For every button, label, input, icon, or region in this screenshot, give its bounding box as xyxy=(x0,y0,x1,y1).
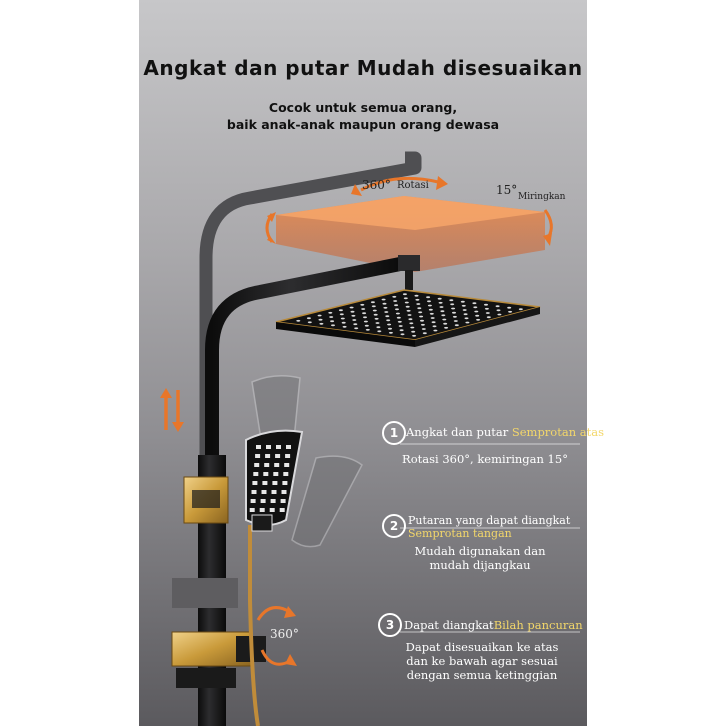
hand-nozzle-dot xyxy=(276,445,281,449)
nozzle-dot xyxy=(339,309,343,311)
mixer-body xyxy=(172,578,238,608)
nozzle-dot xyxy=(354,327,358,329)
nozzle-dot xyxy=(431,317,435,319)
hand-nozzle-dot xyxy=(253,472,258,476)
nozzle-dot xyxy=(473,306,477,308)
nozzle-dot xyxy=(497,314,501,316)
nozzle-dot xyxy=(412,335,416,337)
nozzle-dot xyxy=(432,321,436,323)
feature-1-desc-line: Rotasi 360°, kemiringan 15° xyxy=(402,452,568,466)
nozzle-dot xyxy=(428,305,432,307)
rain-shower-head xyxy=(276,290,540,347)
nozzle-dot xyxy=(433,330,437,332)
nozzle-dot xyxy=(429,309,433,311)
nozzle-dot xyxy=(330,320,334,322)
feature-3-description xyxy=(392,640,572,682)
nozzle-dot xyxy=(472,302,476,304)
nozzle-dot xyxy=(496,305,500,307)
feature-2-desc-line: mudah dijangkau xyxy=(429,558,531,572)
nozzle-dot xyxy=(409,322,413,324)
nozzle-dot xyxy=(365,325,369,327)
nozzle-dot xyxy=(417,307,421,309)
nozzle-dot xyxy=(308,321,312,323)
nozzle-dot xyxy=(519,308,523,310)
hand-nozzle-dot xyxy=(265,454,270,458)
hand-nozzle-dot xyxy=(261,499,266,503)
feature-2-desc-line: Mudah digunakan dan xyxy=(414,544,546,558)
rotation-top-word: Rotasi xyxy=(397,180,429,191)
nozzle-dot xyxy=(405,302,409,304)
nozzle-dot xyxy=(318,315,322,317)
nozzle-dot xyxy=(307,317,311,319)
nozzle-dot xyxy=(408,318,412,320)
nozzle-dot xyxy=(350,307,354,309)
headline: Angkat dan putar Mudah disesuaikan xyxy=(143,56,583,80)
nozzle-dot xyxy=(366,329,370,331)
hand-nozzle-dot xyxy=(282,481,287,485)
hand-nozzle-dot xyxy=(281,499,286,503)
nozzle-dot xyxy=(393,300,397,302)
hand-nozzle-dot xyxy=(266,445,271,449)
nozzle-dot xyxy=(353,323,357,325)
nozzle-dot xyxy=(360,304,364,306)
nozzle-dot xyxy=(376,322,380,324)
hand-nozzle-dot xyxy=(256,445,261,449)
hand-nozzle-dot xyxy=(250,508,255,512)
rotation-bottom-degree: 360° xyxy=(270,627,299,641)
nozzle-dot xyxy=(451,308,455,310)
nozzle-dot xyxy=(440,306,444,308)
nozzle-dot xyxy=(371,301,375,303)
nozzle-dot xyxy=(385,315,389,317)
nozzle-dot xyxy=(351,315,355,317)
hand-nozzle-dot xyxy=(252,481,257,485)
hand-nozzle-dot xyxy=(260,508,265,512)
feature-2-title xyxy=(408,514,570,540)
hand-nozzle-dot xyxy=(272,490,277,494)
nozzle-dot xyxy=(331,324,335,326)
nozzle-dot xyxy=(450,303,454,305)
nozzle-dot xyxy=(416,303,420,305)
nozzle-dot xyxy=(408,314,412,316)
feature-3-desc-line: dengan semua ketinggian xyxy=(406,668,558,682)
nozzle-dot xyxy=(392,296,396,298)
feature-3-desc-line: Dapat disesuaikan ke atas xyxy=(405,640,559,654)
hand-nozzle-dot xyxy=(262,481,267,485)
nozzle-dot xyxy=(410,327,414,329)
nozzle-dot xyxy=(389,332,393,334)
feature-1-highlight: Semprotan atas xyxy=(511,425,605,439)
hand-nozzle-dot xyxy=(263,472,268,476)
feature-2-description xyxy=(400,544,560,572)
nozzle-dot xyxy=(455,324,459,326)
hand-nozzle-dot xyxy=(270,508,275,512)
nozzle-dot xyxy=(400,329,404,331)
nozzle-dot xyxy=(465,322,469,324)
nozzle-dot xyxy=(427,300,431,302)
nozzle-dot xyxy=(441,314,445,316)
rotation-top-degree: 360° xyxy=(362,178,391,192)
nozzle-dot xyxy=(343,326,347,328)
nozzle-dot xyxy=(407,310,411,312)
nozzle-dot xyxy=(449,299,453,301)
nozzle-dot xyxy=(387,324,391,326)
nozzle-dot xyxy=(476,319,480,321)
hand-nozzle-dot xyxy=(282,490,287,494)
nozzle-dot xyxy=(376,326,380,328)
nozzle-dot xyxy=(439,302,443,304)
nozzle-dot xyxy=(364,321,368,323)
feature-3-title xyxy=(404,618,583,632)
feature-1-description xyxy=(400,452,570,466)
nozzle-dot xyxy=(296,320,300,322)
hand-nozzle-dot xyxy=(280,508,285,512)
nozzle-dot xyxy=(373,310,377,312)
nozzle-dot xyxy=(421,324,425,326)
nozzle-dot xyxy=(440,310,444,312)
nozzle-dot xyxy=(374,314,378,316)
nozzle-dot xyxy=(411,331,415,333)
nozzle-dot xyxy=(487,316,491,318)
nozzle-dot xyxy=(438,298,442,300)
ghost-hand-shower-right xyxy=(292,456,362,547)
nozzle-dot xyxy=(442,319,446,321)
nozzle-dot xyxy=(406,306,410,308)
hand-nozzle-dot xyxy=(254,463,259,467)
nozzle-dot xyxy=(329,316,333,318)
nozzle-dot xyxy=(319,319,323,321)
nozzle-dot xyxy=(415,295,419,297)
nozzle-dot xyxy=(475,315,479,317)
feature-3-number: 3 xyxy=(378,613,402,637)
hand-nozzle-dot xyxy=(286,445,291,449)
hand-nozzle-dot xyxy=(285,454,290,458)
nozzle-dot xyxy=(341,318,345,320)
nozzle-dot xyxy=(419,316,423,318)
nozzle-dot xyxy=(430,313,434,315)
hand-nozzle-dot xyxy=(251,499,256,503)
nozzle-dot xyxy=(507,307,511,309)
hand-nozzle-dot xyxy=(252,490,257,494)
hand-nozzle-dot xyxy=(274,463,279,467)
nozzle-dot xyxy=(372,305,376,307)
nozzle-dot xyxy=(362,312,366,314)
nozzle-dot xyxy=(396,313,400,315)
nozzle-dot xyxy=(388,328,392,330)
hand-shower xyxy=(246,431,302,531)
nozzle-dot xyxy=(454,320,458,322)
hand-nozzle-dot xyxy=(273,472,278,476)
hand-nozzle-dot xyxy=(262,490,267,494)
nozzle-dot xyxy=(452,312,456,314)
subtitle-line-1: Cocok untuk semua orang, xyxy=(268,100,458,115)
nozzle-dot xyxy=(352,319,356,321)
nozzle-dot xyxy=(394,304,398,306)
hand-nozzle-dot xyxy=(264,463,269,467)
hand-nozzle-dot xyxy=(255,454,260,458)
feature-3-desc-line: dan ke bawah agar sesuai xyxy=(406,654,558,668)
nozzle-dot xyxy=(497,309,501,311)
nozzle-dot xyxy=(403,293,407,295)
nozzle-dot xyxy=(462,305,466,307)
nozzle-dot xyxy=(426,296,430,298)
feature-1-number: 1 xyxy=(382,421,406,445)
nozzle-dot xyxy=(474,311,478,313)
nozzle-dot xyxy=(386,319,390,321)
arm-connector xyxy=(398,255,420,271)
nozzle-dot xyxy=(484,304,488,306)
feature-2-title-text: Putaran yang dapat diangkat xyxy=(408,514,571,527)
nozzle-dot xyxy=(404,297,408,299)
nozzle-dot xyxy=(395,308,399,310)
nozzle-dot xyxy=(444,327,448,329)
nozzle-dot xyxy=(463,309,467,311)
nozzle-dot xyxy=(418,311,422,313)
hand-nozzle-dot xyxy=(272,481,277,485)
hand-nozzle-dot xyxy=(275,454,280,458)
nozzle-dot xyxy=(508,311,512,313)
nozzle-dot xyxy=(342,322,346,324)
nozzle-dot xyxy=(328,312,332,314)
nozzle-dot xyxy=(383,307,387,309)
subtitle-line-2: baik anak-anak maupun orang dewasa xyxy=(226,117,500,132)
feature-3-highlight: Bilah pancuran xyxy=(493,618,583,632)
nozzle-dot xyxy=(377,330,381,332)
nozzle-dot xyxy=(401,333,405,335)
nozzle-dot xyxy=(398,321,402,323)
feature-1-title-text: Angkat dan putar xyxy=(406,425,512,439)
nozzle-dot xyxy=(384,311,388,313)
nozzle-dot xyxy=(361,308,365,310)
nozzle-dot xyxy=(375,318,379,320)
nozzle-dot xyxy=(340,313,344,315)
tilt-word: Miringkan xyxy=(518,192,566,202)
nozzle-dot xyxy=(382,299,386,301)
shower-hose xyxy=(250,525,258,726)
hand-nozzle-dot xyxy=(271,499,276,503)
nozzle-dot xyxy=(461,301,465,303)
feature-2-number: 2 xyxy=(382,514,406,538)
nozzle-dot xyxy=(465,317,469,319)
nozzle-dot xyxy=(433,325,437,327)
nozzle-dot xyxy=(423,332,427,334)
nozzle-dot xyxy=(319,323,323,325)
nozzle-dot xyxy=(486,312,490,314)
feature-3-title-text: Dapat diangkat xyxy=(404,618,494,632)
feature-2-highlight: Semprotan tangan xyxy=(408,527,512,540)
hand-nozzle-dot xyxy=(284,463,289,467)
nozzle-dot xyxy=(399,325,403,327)
nozzle-dot xyxy=(351,311,355,313)
nozzle-dot xyxy=(397,317,401,319)
nozzle-dot xyxy=(453,316,457,318)
nozzle-dot xyxy=(383,303,387,305)
nozzle-dot xyxy=(422,328,426,330)
tilt-degree: 15° xyxy=(496,183,518,197)
nozzle-dot xyxy=(363,316,367,318)
nozzle-dot xyxy=(464,313,468,315)
nozzle-dot xyxy=(443,323,447,325)
nozzle-dot xyxy=(415,299,419,301)
nozzle-dot xyxy=(420,320,424,322)
hand-nozzle-dot xyxy=(283,472,288,476)
feature-1-title xyxy=(406,425,604,439)
nozzle-dot xyxy=(485,308,489,310)
